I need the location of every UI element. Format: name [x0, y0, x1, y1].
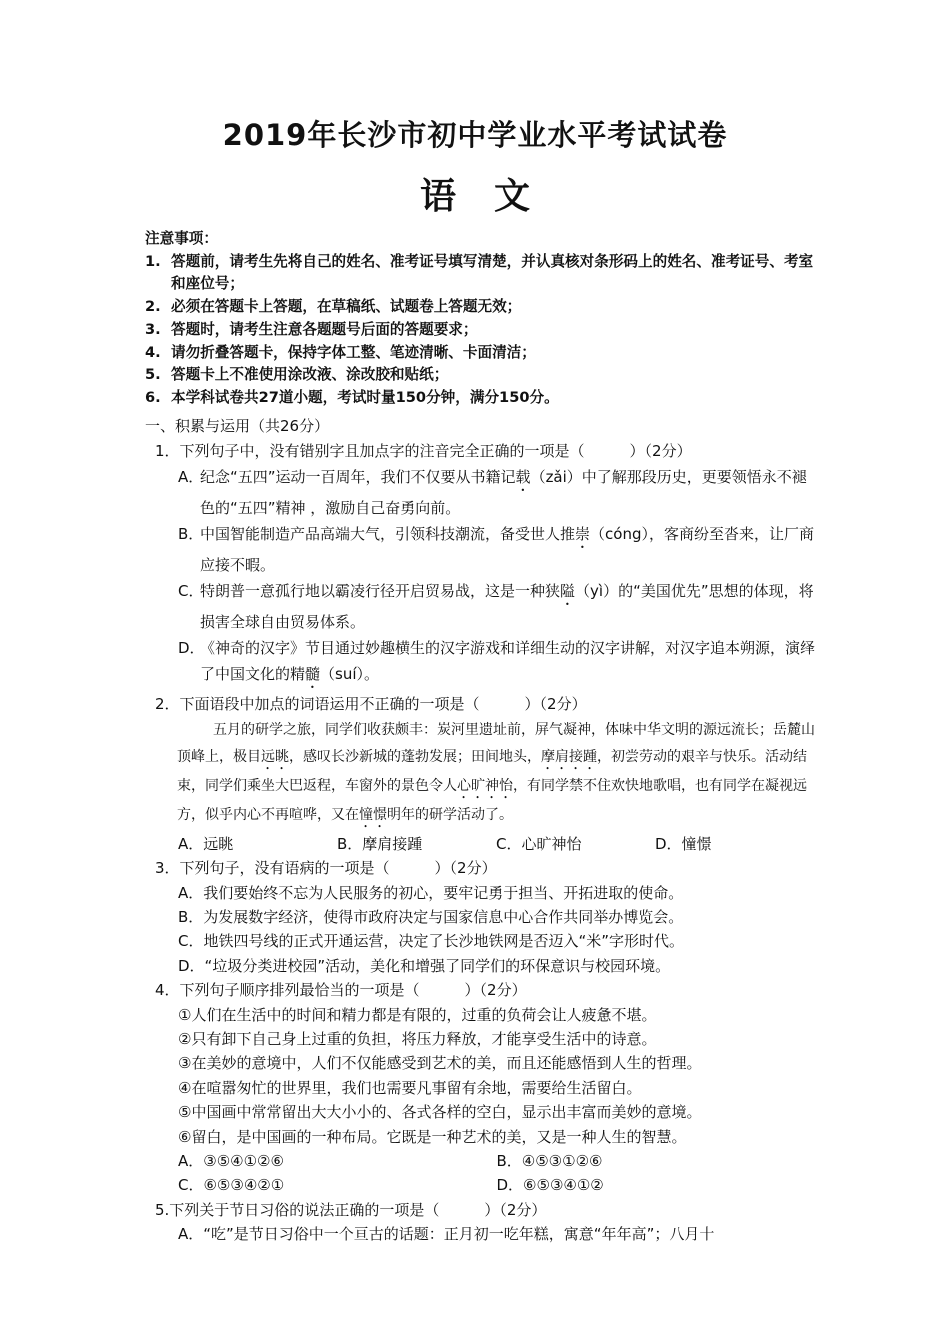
question-4-choices-row-1 — [145, 1149, 815, 1173]
notice-item-num: 6. — [145, 388, 161, 406]
notice-item — [145, 319, 825, 342]
notice-item — [145, 251, 825, 296]
question-3-option-d: D．“垃圾分类进校园”活动，美化和增强了同学们的环保意识与校园环境。 — [178, 956, 671, 975]
passage-text: 五月的研学之旅，同学们收获颇丰：炭河里遗址前，屏气凝神，体味中华文明的源远流长；岳麓山顶峰上，极目 — [177, 722, 815, 765]
passage-text: ，初尝劳动的艰辛与快乐。活动结束，同学们乘坐大巴返程，车窗外的景色令人 — [177, 748, 807, 794]
option-label: B． — [178, 524, 204, 543]
question-3-stem: 3．下列句子，没有语病的一项是（ ）（2分） — [155, 859, 497, 878]
choice-d: D．⑥⑤③④①② — [496, 1176, 604, 1195]
notice-item-text: 答题前，请考生先将自己的姓名、准考证号填写清楚，并认真核对条形码上的姓名、准考证号、考室和座位号； — [171, 252, 814, 293]
notice-item-num: 1. — [145, 252, 161, 270]
option-text-post: （suí）。 — [320, 664, 380, 683]
choice-a: A．③⑤④①②⑥ — [178, 1152, 284, 1170]
question-3-option-b: B．为发展数字经济，使得市政府决定与国家信息中心合作共同举办博览会。 — [178, 907, 684, 926]
option-text-pre: 纪念“五四”运动一百周年，我们不仅要从书籍记 — [200, 467, 516, 486]
question-4-sentence: ④在喧嚣匆忙的世界里，我们也需要凡事留有余地，需要给生活留白。 — [178, 1078, 642, 1097]
choice-c: C．心旷神怡 — [496, 834, 582, 853]
question-4-sentence: ①人们在生活中的时间和精力都是有限的，过重的负荷会让人疲惫不堪。 — [178, 1005, 657, 1024]
notice-item-num: 5. — [145, 366, 161, 384]
notice-item — [145, 387, 825, 410]
option-text — [200, 464, 815, 521]
question-1-stem: 1．下列句子中，没有错别字且加点字的注音完全正确的一项是（ ）（2分） — [155, 442, 692, 461]
dotted-char: 隘 — [560, 581, 576, 600]
dotted-word: 摩肩接踵 — [541, 748, 597, 765]
dotted-word: 心旷神怡 — [457, 777, 513, 794]
notice-item-text: 答题时，请考生注意各题题号后面的答题要求； — [171, 320, 478, 338]
choice-b: B．④⑤③①②⑥ — [496, 1152, 603, 1170]
option-text-pre: 中国智能制造产品高端大气，引领科技潮流，备受世人推 — [200, 524, 576, 543]
question-4-sentence: ②只有卸下自己身上过重的负担，将压力释放，才能享受生活中的诗意。 — [178, 1029, 657, 1048]
option-label: A． — [178, 467, 204, 486]
dotted-word: 憧憬 — [359, 806, 387, 823]
question-4-stem: 4．下列句子顺序排列最恰当的一项是（ ）（2分） — [155, 981, 527, 1000]
choice-a: A．远眺 — [178, 834, 234, 853]
exam-title: 2019年长沙市初中学业水平考试试卷 — [222, 118, 728, 152]
dotted-char: 崇 — [575, 524, 591, 543]
question-4-sentence: ③在美妙的意境中，人们不仅能感受到艺术的美，而且还能感悟到人生的哲理。 — [178, 1054, 702, 1073]
notice-item-text: 本学科试卷共27道小题，考试时量150分钟，满分150分。 — [171, 388, 559, 406]
option-text-post: （cóng），客商纷至沓来，让厂商应接不暇。 — [200, 524, 814, 574]
notice-item-num: 4. — [145, 343, 161, 361]
option-text-post: （yì）的“美国优先”思想的体现，将损害全球自由贸易体系。 — [200, 581, 814, 631]
notice-item-num: 3. — [145, 320, 161, 338]
dotted-char: 载 — [515, 467, 531, 486]
question-5-option-a: A．“吃”是节日习俗中一个亘古的话题：正月初一吃年糕，寓意“年年高”；八月十 — [178, 1225, 715, 1244]
question-3-option-a: A．我们要始终不忘为人民服务的初心，要牢记勇于担当、开拓进取的使命。 — [178, 883, 684, 902]
subject-title: 语文 — [419, 176, 568, 217]
question-5-stem: 5.下列关于节日习俗的说法正确的一项是（ ）（2分） — [155, 1200, 547, 1219]
choice-b: B．摩肩接踵 — [337, 834, 423, 853]
section-heading: 一、积累与运用（共26分） — [145, 417, 330, 435]
choice-c: C．⑥⑤③④②① — [178, 1176, 285, 1195]
question-4-sentence: ⑥留白，是中国画的一种布局。它既是一种艺术的美，又是一种人生的智慧。 — [178, 1127, 687, 1146]
notice-item-text: 答题卡上不准使用涂改液、涂改胶和贴纸； — [171, 366, 449, 384]
notice-block — [145, 228, 825, 410]
choice-d: D．憧憬 — [655, 834, 712, 853]
notice-item — [145, 342, 825, 365]
notice-item-num: 2. — [145, 298, 161, 316]
dotted-word: 远眺 — [261, 748, 289, 765]
questions-content — [145, 414, 815, 1247]
option-text — [200, 635, 815, 692]
passage-text: ，感叹长沙新城的蓬勃发展；田间地头， — [289, 748, 541, 765]
question-1-option-b — [145, 521, 815, 578]
option-text-post: （zǎi）中了解那段历史，更要领悟永不褪色的“五四”精神 ，激励自己奋勇向前。 — [200, 467, 807, 517]
dotted-char: 髓 — [305, 664, 321, 683]
option-text — [200, 521, 815, 578]
notice-item — [145, 364, 825, 387]
question-2-choices — [145, 832, 815, 856]
question-2-stem: 2．下面语段中加点的词语运用不正确的一项是（ ）（2分） — [155, 694, 587, 713]
option-label: C． — [178, 581, 204, 600]
passage-text: ，有同学禁不住欢快地歌唱，也有同学在凝视远方，似乎内心不再喧哗，又在 — [177, 777, 807, 823]
notice-heading: 注意事项： — [145, 230, 218, 247]
passage-text: 明年的研学活动了。 — [387, 806, 513, 823]
question-1-option-c — [145, 578, 815, 635]
option-label: D． — [178, 638, 205, 657]
question-3-option-c: C．地铁四号线的正式开通运营，决定了长沙地铁网是否迈入“米”字形时代。 — [178, 932, 685, 951]
option-text — [200, 578, 815, 635]
question-4-choices-row-2 — [145, 1173, 815, 1197]
notice-item-text: 请勿折叠答题卡，保持字体工整、笔迹清晰、卡面清洁； — [171, 343, 536, 361]
question-1-option-a — [145, 464, 815, 521]
notice-item-text: 必须在答题卡上答题，在草稿纸、试题卷上答题无效； — [171, 298, 522, 316]
notice-item — [145, 296, 825, 319]
option-text-pre: 特朗普一意孤行地以霸凌行径开启贸易战，这是一种狭 — [200, 581, 561, 600]
question-1-option-d — [145, 635, 815, 692]
question-2-passage — [145, 717, 815, 831]
question-4-sentence: ⑤中国画中常常留出大大小小的、各式各样的空白，显示出丰富而美妙的意境。 — [178, 1103, 702, 1122]
option-text-pre: 《神奇的汉字》节目通过妙趣横生的汉字游戏和详细生动的汉字讲解，对汉字追本朔源，演绎了中国文化的精 — [200, 638, 816, 683]
